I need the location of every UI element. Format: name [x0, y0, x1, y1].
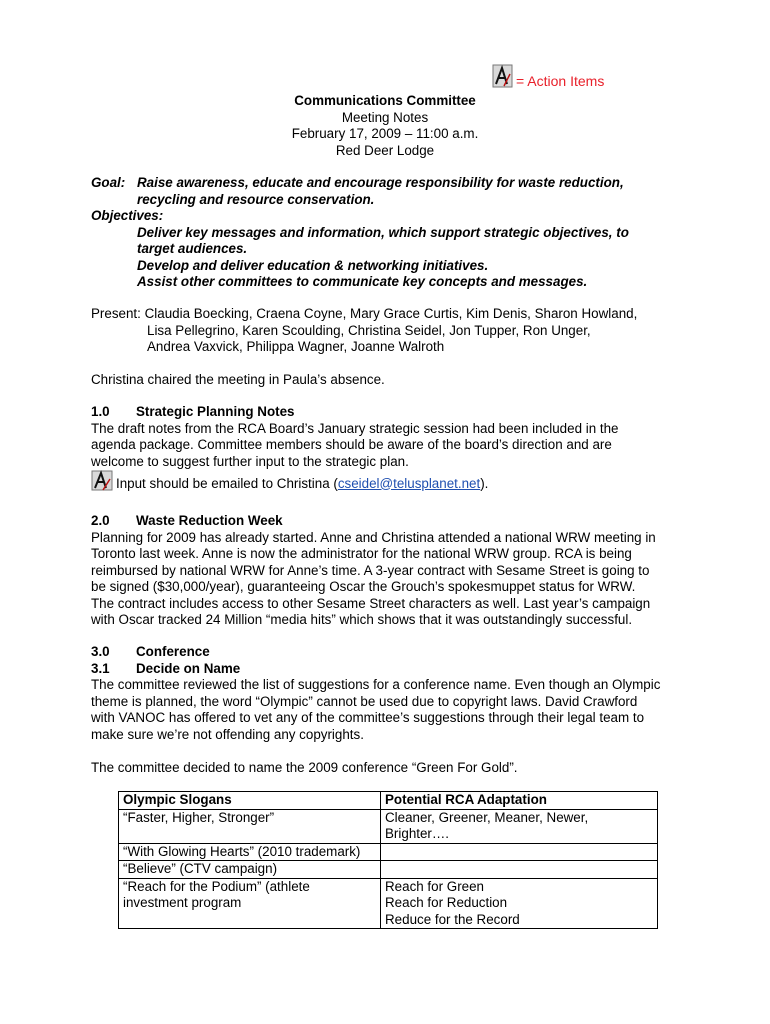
table-cell [381, 878, 658, 929]
section-3-line-4: make sure we’re not offending any copyrights. [91, 726, 364, 742]
objective-line-4: Assist other committees to communicate key concepts and messages. [137, 274, 588, 289]
table-header-rca-adaptation: Potential RCA Adaptation [381, 792, 658, 810]
table-cell [381, 809, 658, 843]
section-1-title: Strategic Planning Notes [136, 404, 295, 419]
section-3-line-1: The committee reviewed the list of suggestions for a conference name. Even though an Olympic [91, 677, 661, 692]
section-1-number: 1.0 [91, 404, 110, 419]
action-items-legend-text: = Action Items [516, 73, 605, 89]
meeting-date: February 17, 2009 – 11:00 a.m. [291, 126, 479, 141]
section-3-number: 3.0 [91, 644, 110, 659]
objectives-label: Objectives: [91, 208, 164, 223]
goal-objectives-block [91, 175, 691, 291]
meeting-notes-label: Meeting Notes [341, 109, 429, 125]
cell-line: “With Glowing Hearts” (2010 trademark) [123, 843, 361, 859]
cell-line: Reach for Green [385, 878, 484, 894]
section-3-line-3: with VANOC has offered to vet any of the committee’s suggestions through their legal team to [91, 710, 645, 725]
table-cell [119, 878, 381, 929]
section-2-line-6: with Oscar tracked 24 Million “media hits” which shows that it was outstandingly successful. [91, 612, 633, 627]
present-line-3: Andrea Vaxvick, Philippa Wagner, Joanne Walroth [147, 339, 445, 354]
goal-line-2: recycling and resource conservation. [137, 191, 375, 207]
table-header-row [119, 792, 658, 810]
section-2-line-1: Planning for 2009 has already started. Anne and Christina attended a national WRW meeting in [91, 529, 656, 545]
section-2-number: 2.0 [91, 513, 110, 528]
cell-line: “Believe” (CTV campaign) [123, 861, 278, 876]
table-cell [381, 843, 658, 861]
email-link[interactable]: cseidel@telusplanet.net [337, 475, 481, 491]
section-2-line-2: Toronto last week. Anne is now the administrator for the national WRW group. RCA is being [91, 546, 632, 561]
action-item-text-end: ). [480, 475, 489, 491]
present-line-2: Lisa Pellegrino, Karen Scoulding, Christina Seidel, Jon Tupper, Ron Unger, [147, 322, 591, 338]
cell-line: Cleaner, Greener, Meaner, Newer, [385, 809, 589, 825]
objective-line-3: Develop and deliver education & networking initiatives. [137, 257, 489, 273]
table-cell [381, 861, 658, 879]
section-2-line-3: reimbursed by national WRW for Anne’s time. A 3-year contract with Sesame Street is going to [91, 562, 650, 578]
chair-note: Christina chaired the meeting in Paula’s absence. [91, 372, 385, 387]
section-waste-reduction-week [91, 513, 691, 629]
objective-line-2: target audiences. [137, 241, 248, 256]
action-items-legend [492, 62, 604, 90]
section-1-line-3: welcome to suggest further input to the strategic plan. [91, 453, 409, 469]
action-item-icon [492, 64, 514, 90]
section-2-line-4: be signed ($30,000/year), guaranteeing Oscar the Grouch’s spokesmuppet status for WRW. [91, 579, 636, 594]
document-header [0, 93, 770, 159]
cell-line: “Reach for the Podium” (athlete [123, 878, 310, 894]
conference-name-decision: The committee decided to name the 2009 conference “Green For Gold”. [91, 759, 518, 775]
cell-line: Brighter…. [385, 826, 449, 841]
table-header-olympic-slogans: Olympic Slogans [119, 792, 381, 810]
cell-line: Reduce for the Record [385, 911, 520, 927]
section-3-line-2: theme is planned, the word “Olympic” cannot be used due to copyright laws. David Crawford [91, 693, 638, 709]
present-label: Present: [91, 306, 141, 321]
cell-line: Reach for Reduction [385, 895, 508, 910]
table-cell [119, 861, 381, 879]
table-cell [119, 843, 381, 861]
committee-title: Communications Committee [294, 93, 476, 108]
section-2-line-5: The contract includes access to other Sesame Street characters as well. Last year’s campaign [91, 595, 651, 611]
section-conference [91, 644, 691, 776]
section-3-title: Conference [136, 644, 210, 659]
meeting-location: Red Deer Lodge [335, 142, 435, 158]
cell-line: investment program [123, 895, 242, 910]
section-strategic-planning [91, 404, 691, 492]
attendees-block [91, 306, 691, 356]
section-3-1-number: 3.1 [91, 660, 110, 676]
table-row [119, 878, 658, 929]
slogans-table [118, 791, 658, 929]
section-1-line-1: The draft notes from the RCA Board’s January strategic session had been included in the [91, 420, 619, 436]
section-1-line-2: agenda package. Committee members should be aware of the board’s direction and are [91, 437, 612, 452]
section-2-title: Waste Reduction Week [136, 513, 283, 528]
table-row [119, 861, 658, 879]
action-item-text: Input should be emailed to Christina ( [116, 475, 338, 491]
goal-label: Goal: [91, 175, 126, 190]
cell-line: “Faster, Higher, Stronger” [123, 809, 275, 825]
section-3-1-title: Decide on Name [136, 660, 241, 676]
objective-line-1: Deliver key messages and information, which support strategic objectives, to [137, 224, 629, 240]
table-row [119, 809, 658, 843]
present-line-1: Claudia Boecking, Craena Coyne, Mary Grace Curtis, Kim Denis, Sharon Howland, [144, 306, 638, 321]
table-row [119, 843, 658, 861]
table-cell [119, 809, 381, 843]
action-item-icon [91, 470, 115, 492]
section-1-action-item [91, 470, 691, 492]
goal-line-1: Raise awareness, educate and encourage responsibility for waste reduction, [137, 175, 624, 190]
